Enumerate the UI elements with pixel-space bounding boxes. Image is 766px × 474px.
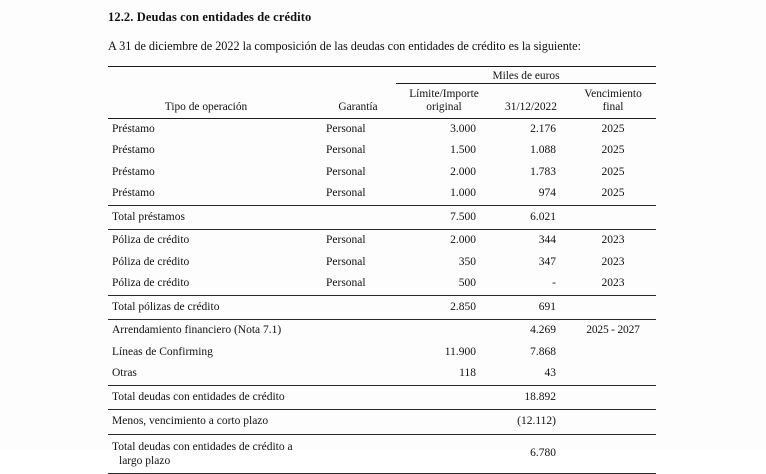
total-deudas-row [108,386,656,410]
cell-limit: 11.900 [444,345,476,358]
cell-operation: Préstamo [112,122,155,135]
table-row [108,273,656,295]
units-spacer-guarantee [320,67,396,84]
column-header-maturity [570,83,656,118]
cell-limit: 500 [458,277,476,290]
cell-maturity: 2023 [601,234,625,247]
cell-guarantee [320,342,396,364]
units-header-miles-de-euros: Miles de euros [396,67,656,84]
cell-operation-line1: Total deudas con entidades de crédito a [112,440,293,453]
cell-maturity: 2025 [601,122,625,135]
table-row [108,252,656,274]
cell-guarantee [320,206,396,230]
cell-operation: Líneas de Confirming [112,345,213,358]
cell-guarantee [320,435,396,474]
column-header-operation: Tipo de operación [108,83,320,118]
cell-operation: Total deudas con entidades de crédito [112,390,285,403]
cell-guarantee: Personal [326,122,366,135]
table-row [108,183,656,205]
cell-balance: 6.021 [530,210,556,223]
cell-limit: 1.500 [450,144,476,157]
cell-balance: 974 [538,187,556,200]
cell-maturity: 2025 - 2027 [586,324,640,337]
cell-limit [396,435,492,474]
cell-operation [108,435,320,474]
cell-maturity: 2023 [601,277,625,290]
cell-guarantee: Personal [326,234,366,247]
column-header-maturity-line2: final [602,101,624,114]
table-row [108,363,656,385]
cell-balance: 6.780 [530,446,556,459]
cell-operation: Menos, vencimiento a corto plazo [112,415,269,428]
cell-operation: Préstamo [112,187,155,200]
cell-operation: Póliza de crédito [112,255,190,268]
document-content [108,10,642,474]
cell-guarantee: Personal [326,277,366,290]
cell-maturity [570,296,656,320]
cell-limit: 2.000 [450,234,476,247]
column-header-maturity-line1: Vencimiento [584,87,642,100]
column-header-limit [396,83,492,118]
cell-operation: Total pólizas de crédito [112,300,220,313]
cell-balance: 43 [544,367,556,380]
cell-maturity: 2025 [601,187,625,200]
table-row [108,342,656,364]
cell-guarantee: Personal [326,165,366,178]
table-row [108,140,656,162]
cell-limit: 3.000 [450,122,476,135]
cell-guarantee [320,410,396,434]
menos-corto-plazo-row [108,410,656,434]
cell-operation-line2: largo plazo [119,454,171,467]
cell-maturity [570,410,656,434]
column-header-limit-line1: Límite/Importe [409,87,479,100]
cell-balance: 7.868 [530,345,556,358]
cell-operation: Préstamo [112,144,155,157]
total-polizas-row [108,296,656,320]
cell-limit [396,320,492,342]
cell-maturity: 2025 [601,165,625,178]
units-spacer-operation [108,67,320,84]
cell-maturity: 2025 [601,144,625,157]
intro-paragraph: A 31 de diciembre de 2022 la composición de las deudas con entidades de crédito es la siguiente: [108,38,581,53]
cell-guarantee [320,386,396,410]
cell-guarantee: Personal [326,144,366,157]
cell-guarantee [320,296,396,320]
cell-operation: Arrendamiento financiero (Nota 7.1) [112,324,282,337]
cell-operation: Otras [112,367,137,380]
cell-limit: 2.850 [450,300,476,313]
cell-guarantee [320,363,396,385]
cell-limit [396,410,492,434]
cell-balance: 347 [538,255,556,268]
cell-limit [396,386,492,410]
cell-balance: 344 [538,234,556,247]
cell-maturity [570,386,656,410]
cell-balance: (12.112) [517,415,556,428]
table-bottom-rule [108,473,656,474]
column-header-limit-line2: original [426,101,462,114]
debt-table [108,66,656,474]
cell-limit: 350 [458,255,476,268]
cell-maturity [570,435,656,474]
cell-operation: Préstamo [112,165,155,178]
cell-limit: 118 [459,367,476,380]
cell-limit: 2.000 [450,165,476,178]
cell-limit: 7.500 [450,210,476,223]
column-header-row [108,83,656,118]
cell-balance: 1.088 [530,144,556,157]
cell-maturity [570,342,656,364]
cell-guarantee: Personal [326,255,366,268]
cell-maturity: 2023 [601,255,625,268]
column-header-guarantee: Garantía [320,83,396,118]
table-row [108,162,656,184]
cell-balance: 18.892 [524,390,556,403]
cell-operation: Póliza de crédito [112,234,190,247]
section-heading: 12.2. Deudas con entidades de crédito [108,10,312,24]
cell-maturity [570,363,656,385]
cell-limit: 1.000 [450,187,476,200]
cell-balance: - [552,277,556,290]
cell-balance: 691 [538,300,556,313]
cell-maturity [570,206,656,230]
cell-guarantee: Personal [326,187,366,200]
table-row [108,230,656,252]
table-row [108,320,656,342]
total-largo-plazo-row [108,435,656,474]
total-prestamos-row [108,206,656,230]
cell-operation: Póliza de crédito [112,277,190,290]
cell-balance: 1.783 [530,165,556,178]
table-row [108,118,656,140]
cell-guarantee [320,320,396,342]
cell-operation: Total préstamos [112,210,185,223]
cell-balance: 4.269 [530,324,556,337]
units-header-row [108,67,656,84]
cell-balance: 2.176 [530,122,556,135]
column-header-balance-date: 31/12/2022 [492,83,570,118]
